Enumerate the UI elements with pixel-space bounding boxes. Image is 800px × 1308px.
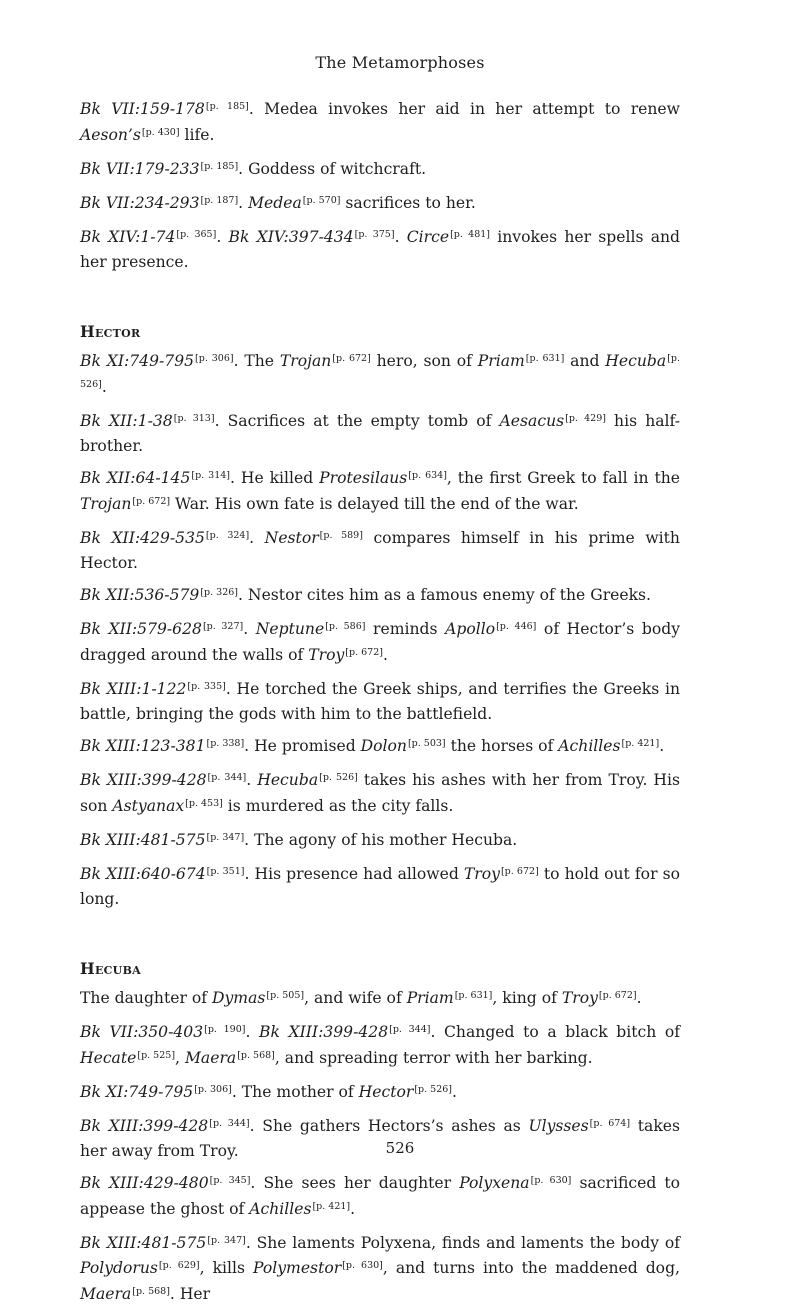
index-entry: [80, 987, 680, 1013]
reference-link[interactable]: Priam: [407, 989, 454, 1007]
page-marker-link[interactable]: [p. 631]: [526, 353, 565, 364]
entry-text: the horses of: [446, 737, 559, 755]
page-marker-link[interactable]: [p. 365]: [176, 229, 216, 240]
reference-link[interactable]: Hecuba: [257, 771, 318, 789]
reference-link[interactable]: Neptune: [256, 620, 324, 638]
page-marker-link[interactable]: [p. 481]: [450, 229, 490, 240]
entry-text: . Changed to a black bitch of: [430, 1023, 680, 1041]
entry-text: The daughter of: [80, 989, 212, 1007]
reference-link[interactable]: Trojan: [280, 352, 331, 370]
reference-link[interactable]: Polyxena: [459, 1174, 529, 1192]
entry-text: .: [249, 529, 265, 547]
reference-link[interactable]: Aesacus: [500, 412, 565, 430]
index-entry: [80, 410, 680, 459]
index-entry: [80, 584, 680, 610]
page-marker-link[interactable]: [p. 526]: [319, 772, 358, 783]
index-entry: [80, 735, 680, 761]
reference-link[interactable]: Maera: [185, 1049, 236, 1067]
page-marker-link[interactable]: [p. 190]: [204, 1024, 245, 1035]
page-marker-link[interactable]: [p. 568]: [132, 1286, 170, 1297]
reference-link[interactable]: Ulysses: [528, 1117, 588, 1135]
reference-link[interactable]: Hector: [359, 1083, 414, 1101]
page-marker-link[interactable]: [p. 589]: [320, 530, 363, 541]
reference-link[interactable]: Achilles: [249, 1200, 311, 1218]
index-entry: [80, 678, 680, 727]
page-marker-link[interactable]: [p. 185]: [206, 101, 249, 112]
reference-link[interactable]: Astyanax: [112, 797, 184, 815]
index-entry: [80, 1172, 680, 1223]
page-marker-link[interactable]: [p. 187]: [201, 195, 239, 206]
reference-link[interactable]: Bk XII:1-38: [80, 412, 173, 430]
page-marker-link[interactable]: [p. 314]: [191, 470, 230, 481]
reference-link[interactable]: Bk XIII:481-575: [80, 831, 206, 849]
reference-link[interactable]: Bk XII:536-579: [80, 586, 199, 604]
entry-text: .: [216, 228, 228, 246]
entry-text: is murdered as the city falls.: [223, 797, 454, 815]
entry-text: . The mother of: [232, 1083, 359, 1101]
index-entry: [80, 467, 680, 518]
page-marker-link[interactable]: [p. 430]: [142, 127, 180, 138]
reference-link[interactable]: Bk XIII:123-381: [80, 737, 206, 755]
entry-text: of Hector’s body dragged around the walls of: [80, 620, 680, 664]
page-marker-link[interactable]: [p. 570]: [303, 195, 341, 206]
entry-text: . She laments Polyxena, finds and laments the body of: [246, 1234, 680, 1252]
index-entry: [80, 158, 680, 184]
entry-text: takes her away from Troy.: [80, 1117, 680, 1161]
page-marker-link[interactable]: [p. 446]: [496, 621, 536, 632]
reference-link[interactable]: Bk XII:429-535: [80, 529, 205, 547]
reference-link[interactable]: Protesilaus: [319, 469, 407, 487]
reference-link[interactable]: Bk XIII:1-122: [80, 680, 186, 698]
reference-link[interactable]: Bk XIII:399-428: [80, 1117, 208, 1135]
reference-link[interactable]: Polymestor: [253, 1259, 341, 1277]
reference-link[interactable]: Priam: [478, 352, 525, 370]
entry-text: .: [350, 1200, 355, 1218]
entry-text: . He torched the Greek ships, and terrifies the Greeks in battle, bringing the gods with him to the battlefield.: [80, 680, 680, 724]
reference-link[interactable]: Polydorus: [80, 1259, 158, 1277]
index-entry: [80, 1081, 680, 1107]
entry-text: . Goddess of witchcraft.: [238, 160, 426, 178]
index-entry: [80, 226, 680, 275]
reference-link[interactable]: Trojan: [80, 495, 131, 513]
page-marker-link[interactable]: [p. 672]: [599, 990, 637, 1001]
entry-text: his half-brother.: [80, 412, 680, 456]
reference-link[interactable]: Dymas: [212, 989, 265, 1007]
entry-text: .: [238, 194, 248, 212]
hector-entries: [80, 350, 680, 912]
entry-text: . Her: [170, 1285, 210, 1303]
section-heading-hector: Hector: [80, 320, 680, 344]
page-marker-link[interactable]: [p. 344]: [209, 1118, 249, 1129]
page-marker-link[interactable]: [p. 526]: [414, 1084, 452, 1095]
entry-text: .: [246, 771, 257, 789]
reference-link[interactable]: Nestor: [265, 529, 319, 547]
page-marker-link[interactable]: [p. 453]: [185, 798, 223, 809]
page-marker-link[interactable]: [p. 421]: [622, 738, 660, 749]
reference-link[interactable]: Bk VII:179-233: [80, 160, 200, 178]
entry-text: to hold out for so long.: [80, 865, 680, 909]
entry-text: life.: [180, 126, 215, 144]
reference-link[interactable]: Hecate: [80, 1049, 136, 1067]
entry-text: .: [395, 228, 407, 246]
page-marker-link[interactable]: [p. 306]: [195, 353, 234, 364]
entry-text: sacrificed to appease the ghost of: [80, 1174, 680, 1218]
index-entry: [80, 98, 680, 149]
reference-link[interactable]: Medea: [248, 194, 302, 212]
page-marker-link[interactable]: [p. 586]: [325, 621, 365, 632]
page-marker-link[interactable]: [p. 672]: [345, 647, 383, 658]
reference-link[interactable]: Aeson’s: [80, 126, 141, 144]
reference-link[interactable]: Hecuba: [605, 352, 666, 370]
page-marker-link[interactable]: [p. 672]: [332, 353, 371, 364]
index-entry: [80, 350, 680, 401]
entry-text: ,: [175, 1049, 185, 1067]
entry-text: , kills: [200, 1259, 253, 1277]
page-marker-link[interactable]: [p. 313]: [174, 413, 215, 424]
reference-link[interactable]: Bk XIII:429-480: [80, 1174, 209, 1192]
entry-text: .: [243, 620, 256, 638]
index-entry: [80, 863, 680, 912]
entry-text: sacrifices to her.: [340, 194, 475, 212]
reference-link[interactable]: Achilles: [558, 737, 620, 755]
page-marker-link[interactable]: [p. 344]: [389, 1024, 430, 1035]
entry-text: War. His own fate is delayed till the end of the war.: [170, 495, 579, 513]
page-body: [80, 98, 680, 1308]
page-marker-link[interactable]: [p. 347]: [207, 832, 245, 843]
entry-text: . She gathers Hectors’s ashes as: [250, 1117, 529, 1135]
reference-link[interactable]: Circe: [407, 228, 449, 246]
entry-text: , and wife of: [304, 989, 407, 1007]
entry-text: . Medea invokes her aid in her attempt to renew: [249, 100, 680, 118]
page-marker-link[interactable]: [p. 338]: [207, 738, 245, 749]
section-heading-hecuba: Hecuba: [80, 957, 680, 981]
page-marker-link[interactable]: [p. 503]: [408, 738, 446, 749]
page-number: 526: [0, 1139, 800, 1157]
entry-text: .: [245, 1023, 259, 1041]
page-marker-link[interactable]: [p. 324]: [206, 530, 249, 541]
reference-link[interactable]: Troy: [562, 989, 598, 1007]
reference-link[interactable]: Dolon: [361, 737, 407, 755]
entry-text: .: [452, 1083, 457, 1101]
entry-text: . The: [234, 352, 280, 370]
page-marker-link[interactable]: [p. 351]: [207, 866, 245, 877]
entry-text: , and turns into the maddened dog,: [383, 1259, 680, 1277]
reference-link[interactable]: Bk XI:749-795: [80, 1083, 193, 1101]
index-entry: [80, 769, 680, 820]
page-marker-link[interactable]: [p. 185]: [201, 161, 239, 172]
entry-text: , king of: [492, 989, 561, 1007]
page-marker-link[interactable]: [p. 429]: [565, 413, 606, 424]
page-marker-link[interactable]: [p. 505]: [266, 990, 304, 1001]
entry-text: .: [659, 737, 664, 755]
index-entry: [80, 618, 680, 669]
reference-link[interactable]: Bk VII:350-403: [80, 1023, 203, 1041]
page-marker-link[interactable]: [p. 347]: [207, 1235, 246, 1246]
page-marker-link[interactable]: [p. 326]: [200, 587, 238, 598]
entry-text: . His presence had allowed: [244, 865, 463, 883]
entry-text: . He killed: [230, 469, 319, 487]
reference-link[interactable]: Bk XII:64-145: [80, 469, 190, 487]
page-marker-link[interactable]: [p. 344]: [208, 772, 247, 783]
intro-entries: [80, 98, 680, 275]
entry-text: invokes her spells and her presence.: [80, 228, 680, 272]
entry-text: compares himself in his prime with Hector.: [80, 529, 680, 573]
page-marker-link[interactable]: [p. 335]: [187, 681, 225, 692]
entry-text: . The agony of his mother Hecuba.: [244, 831, 517, 849]
reference-link[interactable]: Maera: [80, 1285, 131, 1303]
reference-link[interactable]: Troy: [464, 865, 500, 883]
entry-text: . She sees her daughter: [250, 1174, 459, 1192]
entry-text: hero, son of: [371, 352, 478, 370]
page-marker-link[interactable]: [p. 525]: [137, 1050, 175, 1061]
reference-link[interactable]: Bk XIII:640-674: [80, 865, 206, 883]
reference-link[interactable]: Bk VII:234-293: [80, 194, 200, 212]
entry-text: takes his ashes with her from Troy. His son: [80, 771, 680, 815]
page-marker-link[interactable]: [p. 674]: [590, 1118, 630, 1129]
page-marker-link[interactable]: [p. 306]: [194, 1084, 232, 1095]
entry-text: reminds: [365, 620, 445, 638]
entry-text: . Sacrifices at the empty tomb of: [215, 412, 500, 430]
index-entry: [80, 1232, 680, 1308]
entry-text: .: [383, 646, 388, 664]
reference-link[interactable]: Bk XIII:399-428: [259, 1023, 388, 1041]
entry-text: .: [102, 378, 107, 396]
reference-link[interactable]: Bk XII:579-628: [80, 620, 202, 638]
page-marker-link[interactable]: [p. 630]: [531, 1175, 572, 1186]
index-entry: [80, 192, 680, 218]
page-marker-link[interactable]: [p. 672]: [501, 866, 539, 877]
reference-link[interactable]: Troy: [308, 646, 344, 664]
entry-text: , and spreading terror with her barking.: [275, 1049, 593, 1067]
entry-text: . Nestor cites him as a famous enemy of the Greeks.: [238, 586, 651, 604]
reference-link[interactable]: Apollo: [445, 620, 495, 638]
reference-link[interactable]: Bk XIII:481-575: [80, 1234, 206, 1252]
page-marker-link[interactable]: [p. 634]: [408, 470, 447, 481]
page-marker-link[interactable]: [p. 526]: [80, 353, 680, 390]
page-marker-link[interactable]: [p. 672]: [132, 496, 170, 507]
index-entry: [80, 1021, 680, 1072]
index-entry: [80, 527, 680, 576]
entry-text: , the first Greek to fall in the: [447, 469, 680, 487]
page-marker-link[interactable]: [p. 630]: [342, 1260, 383, 1271]
page-marker-link[interactable]: [p. 327]: [203, 621, 243, 632]
page-marker-link[interactable]: [p. 568]: [237, 1050, 275, 1061]
entry-text: and: [564, 352, 605, 370]
reference-link[interactable]: Bk VII:159-178: [80, 100, 205, 118]
page-marker-link[interactable]: [p. 631]: [455, 990, 493, 1001]
page-marker-link[interactable]: [p. 345]: [210, 1175, 251, 1186]
running-head: The Metamorphoses: [0, 53, 800, 72]
page-marker-link[interactable]: [p. 375]: [355, 229, 395, 240]
index-entry: [80, 829, 680, 855]
reference-link[interactable]: Bk XIV:1-74: [80, 228, 175, 246]
reference-link[interactable]: Bk XIV:397-434: [228, 228, 353, 246]
entry-text: . He promised: [244, 737, 360, 755]
reference-link[interactable]: Bk XI:749-795: [80, 352, 194, 370]
page-marker-link[interactable]: [p. 421]: [312, 1201, 350, 1212]
entry-text: .: [637, 989, 642, 1007]
page-marker-link[interactable]: [p. 629]: [159, 1260, 200, 1271]
reference-link[interactable]: Bk XIII:399-428: [80, 771, 207, 789]
